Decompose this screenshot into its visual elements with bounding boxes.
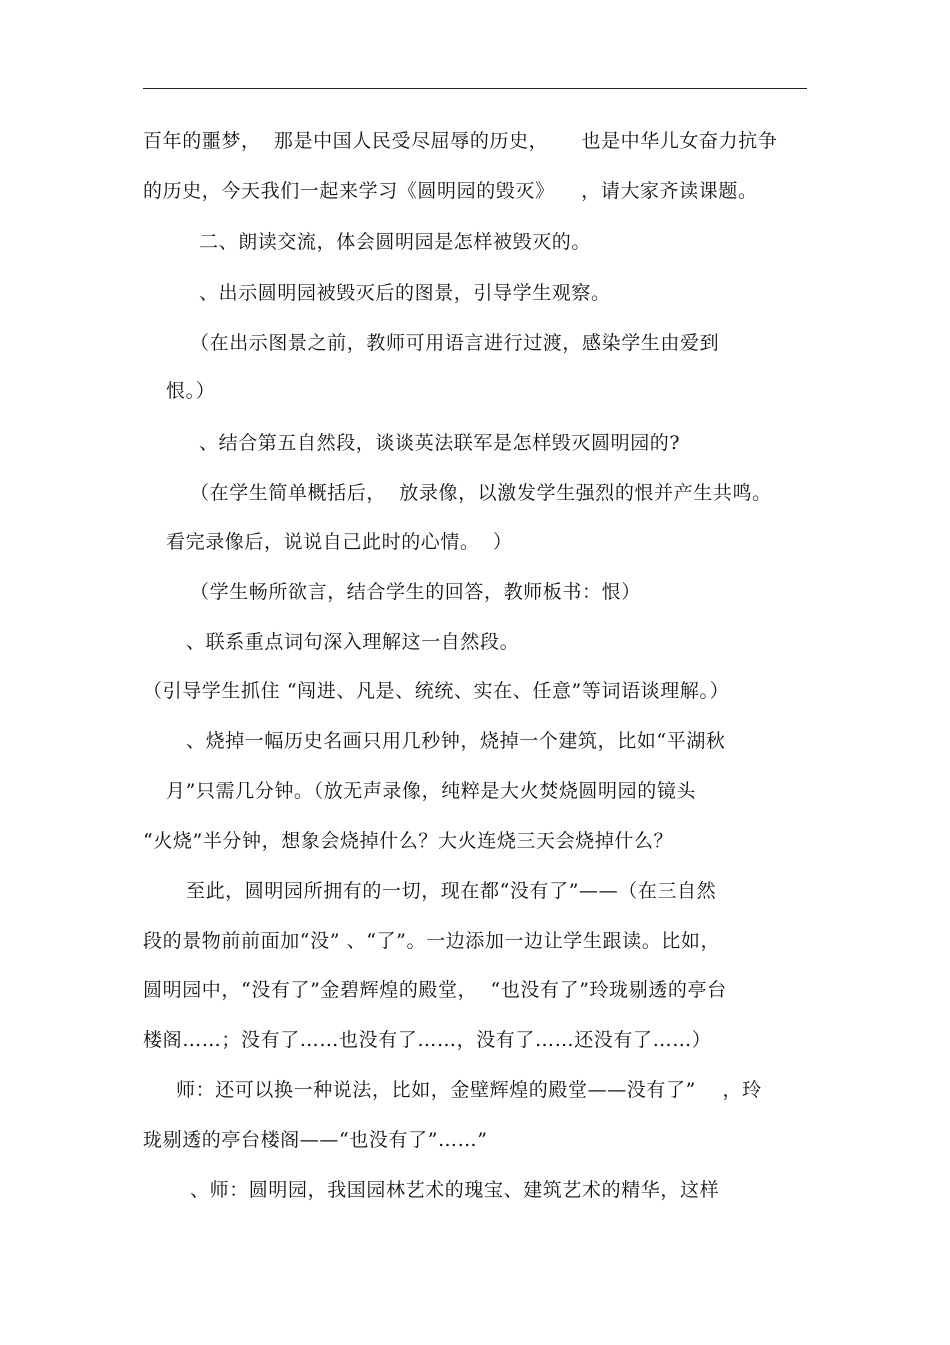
- text-line: 、联系重点词句深入理解这一自然段。: [186, 631, 520, 653]
- text-line: 、出示圆明园被毁灭后的图景，引导学生观察。: [199, 282, 611, 304]
- text-line: 、师：圆明园，我国园林艺术的瑰宝、建筑艺术的精华，这样: [190, 1179, 720, 1201]
- text-line: 、烧掉一幅历史名画只用几秒钟，烧掉一个建筑，比如“平湖秋: [186, 730, 726, 752]
- text-line: 圆明园中，“没有了”金碧辉煌的殿堂， “也没有了”玲珑剔透的亭台: [143, 979, 727, 1001]
- text-line: 楼阁……；没有了……也没有了……，没有了……还没有了……）: [143, 1029, 712, 1051]
- text-line: （学生畅所欲言，结合学生的回答，教师板书：恨）: [190, 581, 641, 603]
- text-line: 的历史，今天我们一起来学习《圆明园的毁灭》 ，请大家齐读课题。: [143, 180, 758, 202]
- text-line: 二、朗读交流，体会圆明园是怎样被毁灭的。: [199, 231, 592, 253]
- text-line: 段的景物前前面加“没” 、“了”。一边添加一边让学生跟读。比如，: [143, 930, 721, 952]
- text-line: 师：还可以换一种说法，比如，金壁辉煌的殿堂——没有了” ，玲: [176, 1079, 762, 1101]
- text-line: （引导学生抓住 “闯进、凡是、统统、实在、任意”等词语谈理解。）: [143, 680, 730, 702]
- text-line: 至此，圆明园所拥有的一切，现在都“没有了”——（在三自然: [186, 880, 717, 902]
- text-line: （在学生简单概括后， 放录像，以激发学生强烈的恨并产生共鸣。: [190, 482, 772, 504]
- text-line: 、结合第五自然段，谈谈英法联军是怎样毁灭圆明园的?: [199, 432, 681, 454]
- text-line: （在出示图景之前，教师可用语言进行过渡，感染学生由爱到: [190, 332, 720, 354]
- text-line: 百年的噩梦， 那是中国人民受尽屈辱的历史， 也是中华儿女奋力抗争: [143, 130, 778, 152]
- text-line: 珑剔透的亭台楼阁——“也没有了”……”: [143, 1129, 488, 1151]
- text-line: 月”只需几分钟。（放无声录像，纯粹是大火焚烧圆明园的镜头: [166, 780, 697, 802]
- text-line: 看完录像后，说说自己此时的心情。 ）: [166, 531, 513, 553]
- text-line: “火烧”半分钟，想象会烧掉什么？大火连烧三天会烧掉什么？: [143, 830, 674, 852]
- text-line: 恨。）: [166, 380, 216, 402]
- header-rule: [143, 88, 807, 89]
